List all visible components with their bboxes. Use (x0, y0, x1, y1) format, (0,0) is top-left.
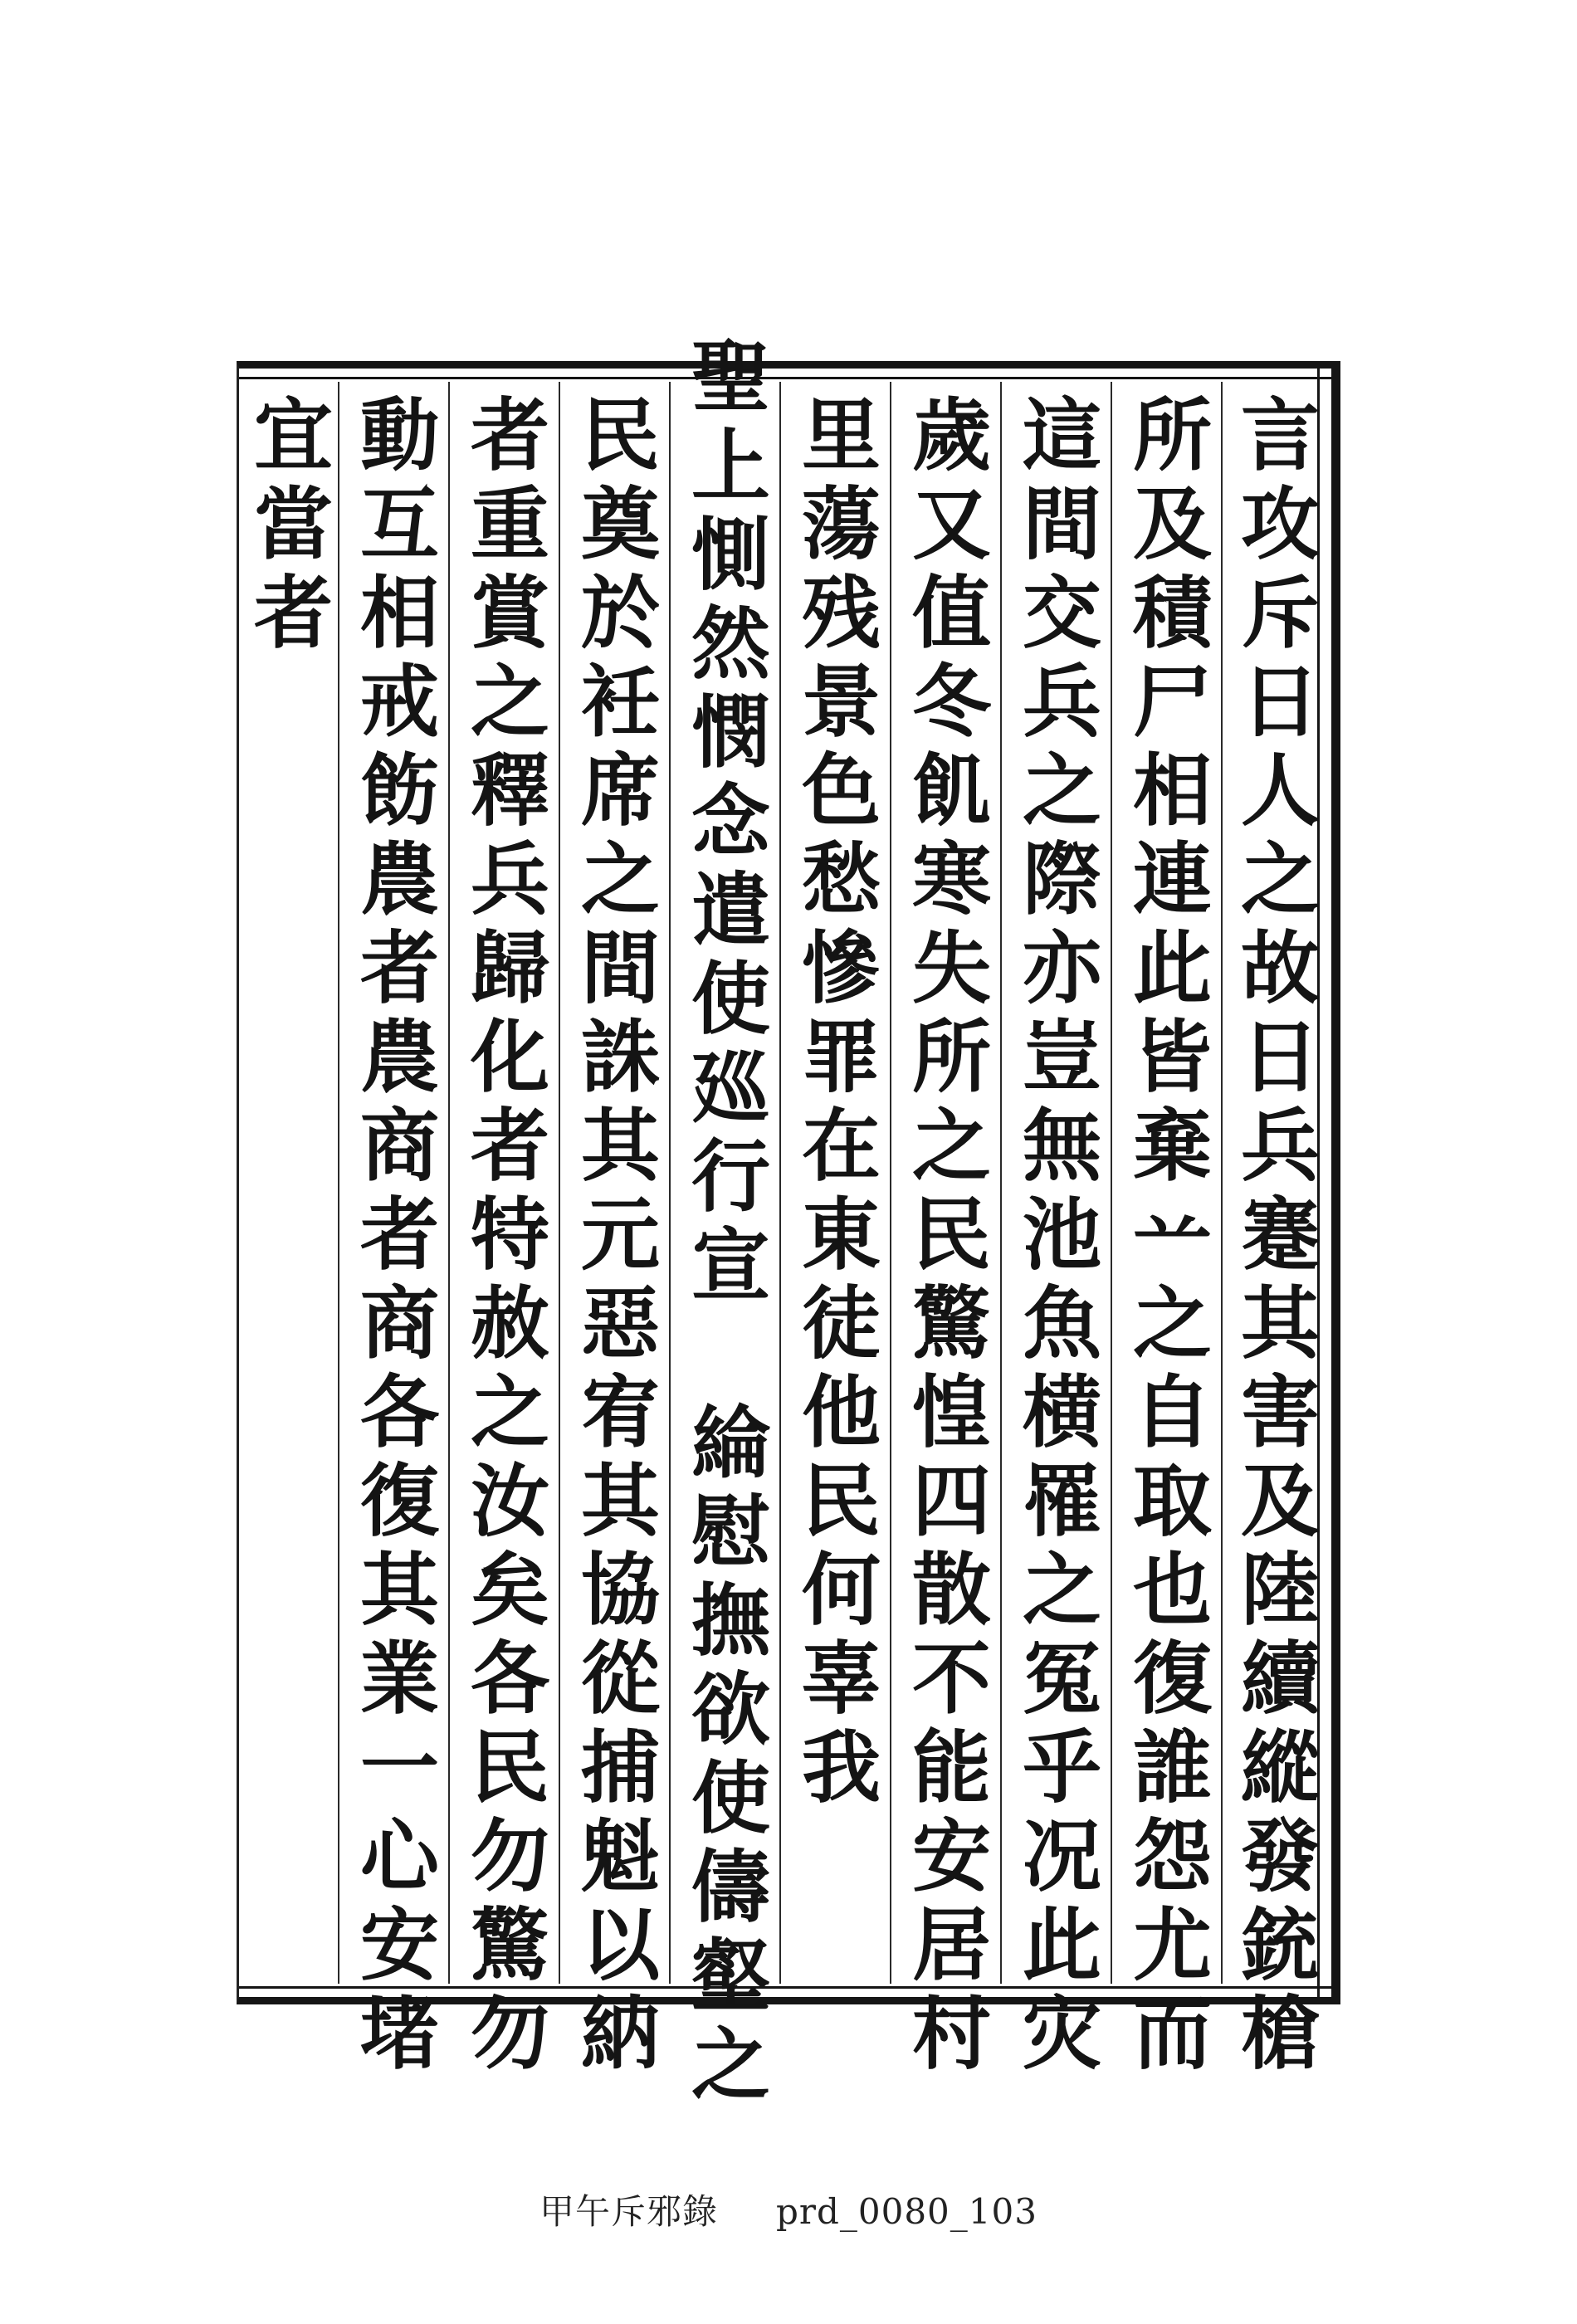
text-column-6 (671, 335, 778, 2112)
column-text: 者重賞之釋兵歸化者特赦之汝矣各民勿驚勿 (457, 393, 550, 2081)
column-rule (1111, 382, 1112, 1984)
text-column-8 (451, 393, 557, 2081)
column-text: 所及積尸相連此皆棄䒑之自取也復誰怨尤而 (1120, 393, 1213, 2081)
caption-title: 甲午斥邪錄 (540, 2191, 719, 2232)
text-column-7 (561, 393, 667, 2081)
text-column-10 (234, 393, 340, 1972)
column-text: 里蕩残景色愁慘罪在東徒他民何辜我 (788, 393, 881, 1814)
column-rule (890, 382, 891, 1984)
text-column-5 (782, 393, 888, 1972)
printed-block-frame (237, 335, 1340, 2112)
column-text: 歲又值冬飢寒失所之民驚惶四散不能安居村 (899, 393, 992, 2081)
column-text: 宜當者 (241, 393, 334, 660)
text-column-2 (1113, 393, 1219, 2081)
column-text: 這間交兵之際亦豈無池魚横罹之冤乎况此灾 (1009, 393, 1102, 2081)
column-text: 動互相戒飭農者農商者商各復其業一心安堵 (347, 393, 440, 2081)
caption-code: prd_0080_103 (776, 2191, 1038, 2232)
page-caption (0, 2185, 1577, 2234)
text-column-1 (1221, 393, 1327, 2081)
column-text: 民奠於衽席之間誅其元惡宥其協從捕魁以納 (568, 393, 661, 2081)
column-text: 聖上惻然憫念遣使廵行宣 綸慰撫欲使儔壑之 (678, 335, 771, 2112)
column-rule (669, 382, 671, 1984)
column-text: 言攻斥日人之故日兵蹇其害及陸續縱發銃槍 (1228, 393, 1321, 2081)
text-column-9 (340, 393, 447, 2081)
text-column-3 (1003, 393, 1109, 2081)
column-rule (559, 382, 560, 1984)
frame-inner-top-rule (239, 377, 1331, 379)
column-rule (779, 382, 781, 1984)
column-rule (1000, 382, 1002, 1984)
column-rule (448, 382, 450, 1984)
text-column-4 (892, 393, 998, 2081)
